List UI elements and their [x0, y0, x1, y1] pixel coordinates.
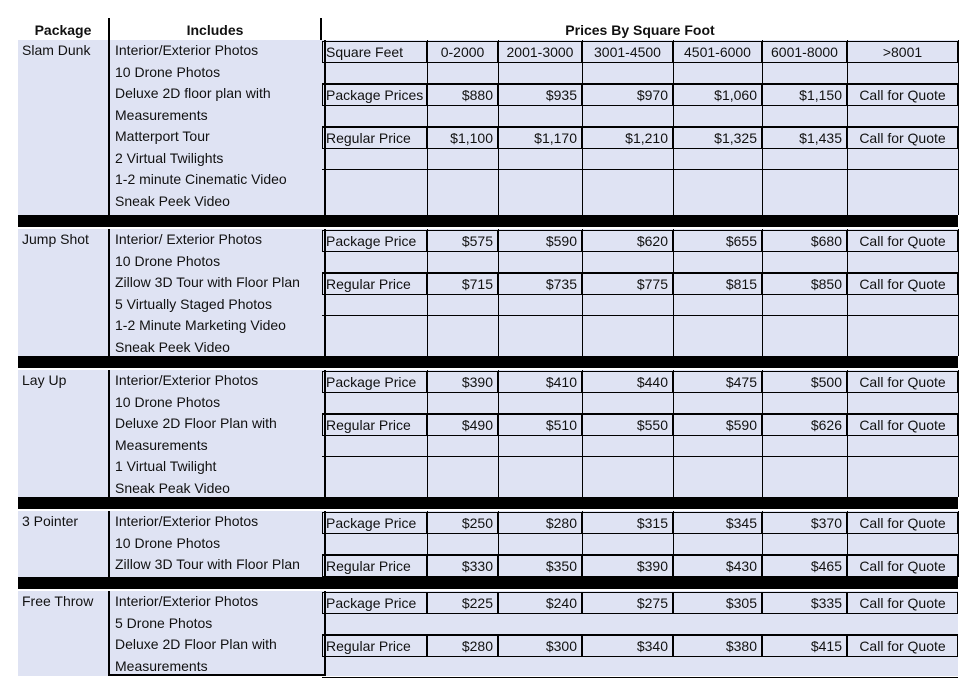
includes-item: Matterport Tour	[115, 128, 210, 144]
price-cell: $1,325	[673, 127, 762, 149]
price-cell: $330	[427, 555, 498, 577]
price-row	[322, 371, 958, 393]
quote-cell: Call for Quote	[847, 414, 958, 436]
includes-item: Measurements	[115, 657, 208, 674]
price-cell: $850	[762, 273, 847, 295]
price-cell: $550	[582, 414, 673, 436]
row-divider	[322, 413, 958, 414]
quote-cell: Call for Quote	[847, 273, 958, 295]
includes-item: 1-2 minute Cinematic Video	[115, 171, 287, 187]
price-cell: $500	[762, 371, 847, 393]
includes-item: Deluxe 2D Floor Plan with	[115, 636, 277, 652]
includes-item: 10 Drone Photos	[115, 252, 221, 269]
price-cell: $275	[582, 592, 673, 614]
price-cell: $1,150	[762, 84, 847, 106]
price-row-label: Regular Price	[322, 414, 427, 436]
section-separator	[18, 356, 958, 368]
row-divider	[322, 272, 958, 273]
price-cell: $475	[673, 371, 762, 393]
price-cell: $280	[427, 635, 498, 657]
includes-list	[108, 511, 326, 577]
price-cell: $430	[673, 555, 762, 577]
includes-item: 5 Drone Photos	[115, 614, 213, 631]
package-name: Lay Up	[22, 372, 67, 388]
includes-item: Sneak Peek Video	[115, 338, 230, 355]
price-cell: $620	[582, 230, 673, 252]
section-separator	[18, 577, 958, 589]
quote-cell: Call for Quote	[847, 512, 958, 534]
price-cell: $370	[762, 512, 847, 534]
includes-item: 5 Virtually Staged Photos	[115, 295, 272, 312]
price-row	[322, 592, 958, 614]
includes-list	[108, 591, 326, 676]
package-name: 3 Pointer	[22, 513, 79, 529]
column-divider	[958, 40, 959, 215]
includes-item: 1-2 Minute Marketing Video	[115, 317, 286, 333]
includes-item: Zillow 3D Tour with Floor Plan	[115, 274, 300, 290]
price-cell: $1,060	[673, 84, 762, 106]
row-divider	[322, 677, 958, 678]
price-cell: $655	[673, 230, 762, 252]
price-cell: $935	[498, 84, 582, 106]
price-row	[322, 414, 958, 436]
sqft-range-cell: 4501-6000	[673, 41, 762, 63]
price-cell: $390	[582, 555, 673, 577]
price-row	[322, 512, 958, 534]
price-row-label: Package Prices	[322, 84, 427, 106]
includes-list	[108, 370, 326, 497]
sqft-range-cell: 0-2000	[427, 41, 498, 63]
price-row	[322, 84, 958, 106]
quote-cell: Call for Quote	[847, 592, 958, 614]
price-row-label: Package Price	[322, 512, 427, 534]
header-package: Package	[34, 22, 92, 38]
price-row-label: Package Price	[322, 371, 427, 393]
price-cell: $380	[673, 635, 762, 657]
price-cell: $970	[582, 84, 673, 106]
section-separator	[18, 215, 958, 227]
price-row	[322, 635, 958, 657]
includes-item: Interior/Exterior Photos	[115, 372, 259, 388]
price-cell: $350	[498, 555, 582, 577]
price-grid	[322, 370, 958, 497]
price-row	[322, 41, 958, 63]
price-cell: $390	[427, 371, 498, 393]
price-cell: $250	[427, 512, 498, 534]
includes-item: Interior/Exterior Photos	[115, 513, 259, 529]
package-section	[18, 370, 958, 497]
price-cell: $590	[673, 414, 762, 436]
includes-item: Measurements	[115, 106, 208, 123]
price-cell: $225	[427, 592, 498, 614]
package-name: Free Throw	[22, 593, 94, 609]
row-divider	[322, 315, 958, 316]
package-section	[18, 229, 958, 356]
price-cell: $440	[582, 371, 673, 393]
price-cell: $345	[673, 512, 762, 534]
price-cell: $775	[582, 273, 673, 295]
price-cell: $1,435	[762, 127, 847, 149]
price-cell: $880	[427, 84, 498, 106]
row-divider	[322, 126, 958, 127]
price-cell: $240	[498, 592, 582, 614]
price-row-label: Square Feet	[322, 41, 427, 63]
package-name: Slam Dunk	[22, 42, 91, 58]
sqft-range-cell: >8001	[847, 41, 958, 63]
price-cell: $1,100	[427, 127, 498, 149]
row-divider	[322, 554, 958, 555]
quote-cell: Call for Quote	[847, 84, 958, 106]
package-section	[18, 40, 958, 215]
price-row-label: Regular Price	[322, 273, 427, 295]
price-cell: $410	[498, 371, 582, 393]
price-cell: $340	[582, 635, 673, 657]
quote-cell: Call for Quote	[847, 635, 958, 657]
price-cell: $510	[498, 414, 582, 436]
price-cell: $490	[427, 414, 498, 436]
includes-item: Deluxe 2D Floor Plan with	[115, 415, 277, 431]
package-section	[18, 591, 958, 676]
price-cell: $680	[762, 230, 847, 252]
price-row-label: Package Price	[322, 230, 427, 252]
column-divider	[958, 370, 959, 497]
price-row	[322, 230, 958, 252]
quote-cell: Call for Quote	[847, 230, 958, 252]
includes-item: Interior/Exterior Photos	[115, 42, 259, 58]
price-row	[322, 273, 958, 295]
header-row	[18, 18, 958, 40]
price-cell: $335	[762, 592, 847, 614]
price-cell: $1,210	[582, 127, 673, 149]
price-row	[322, 555, 958, 577]
price-cell: $626	[762, 414, 847, 436]
quote-cell: Call for Quote	[847, 127, 958, 149]
price-cell: $465	[762, 555, 847, 577]
includes-item: 2 Virtual Twilights	[115, 149, 224, 166]
includes-item: Interior/Exterior Photos	[115, 593, 259, 609]
header-prices-title: Prices By Square Foot	[565, 22, 715, 38]
price-cell: $715	[427, 273, 498, 295]
price-cell: $735	[498, 273, 582, 295]
includes-item: Interior/ Exterior Photos	[115, 231, 263, 247]
quote-cell: Call for Quote	[847, 371, 958, 393]
price-row-label: Package Price	[322, 592, 427, 614]
price-grid	[322, 229, 958, 356]
price-cell: $1,170	[498, 127, 582, 149]
price-row-label: Regular Price	[322, 555, 427, 577]
price-grid	[322, 40, 958, 215]
price-row	[322, 127, 958, 149]
price-cell: $300	[498, 635, 582, 657]
includes-item: Zillow 3D Tour with Floor Plan	[115, 556, 300, 572]
row-divider	[322, 169, 958, 170]
sqft-range-cell: 2001-3000	[498, 41, 582, 63]
header-includes: Includes	[108, 18, 322, 40]
includes-list	[108, 229, 326, 356]
package-name: Jump Shot	[22, 231, 89, 247]
includes-item: Measurements	[115, 436, 208, 453]
row-divider	[322, 456, 958, 457]
column-divider	[958, 511, 959, 577]
price-cell: $280	[498, 512, 582, 534]
price-grid	[322, 591, 958, 676]
price-cell: $575	[427, 230, 498, 252]
includes-item: Sneak Peek Video	[115, 192, 230, 209]
sqft-range-cell: 6001-8000	[762, 41, 847, 63]
includes-item: 10 Drone Photos	[115, 63, 221, 80]
price-cell: $590	[498, 230, 582, 252]
price-row-label: Regular Price	[322, 635, 427, 657]
includes-item: Sneak Peak Video	[115, 479, 230, 496]
section-separator	[18, 497, 958, 509]
row-divider	[322, 83, 958, 84]
package-section	[18, 511, 958, 577]
row-divider	[322, 634, 958, 635]
price-cell: $315	[582, 512, 673, 534]
price-cell: $415	[762, 635, 847, 657]
price-cell: $815	[673, 273, 762, 295]
includes-item: 10 Drone Photos	[115, 393, 221, 410]
quote-cell: Call for Quote	[847, 555, 958, 577]
includes-item: 1 Virtual Twilight	[115, 458, 217, 474]
column-divider	[958, 229, 959, 356]
price-cell: $305	[673, 592, 762, 614]
sqft-range-cell: 3001-4500	[582, 41, 673, 63]
includes-list	[108, 40, 326, 215]
includes-item: 10 Drone Photos	[115, 534, 221, 551]
price-grid	[322, 511, 958, 577]
includes-item: Deluxe 2D floor plan with	[115, 85, 271, 101]
price-row-label: Regular Price	[322, 127, 427, 149]
